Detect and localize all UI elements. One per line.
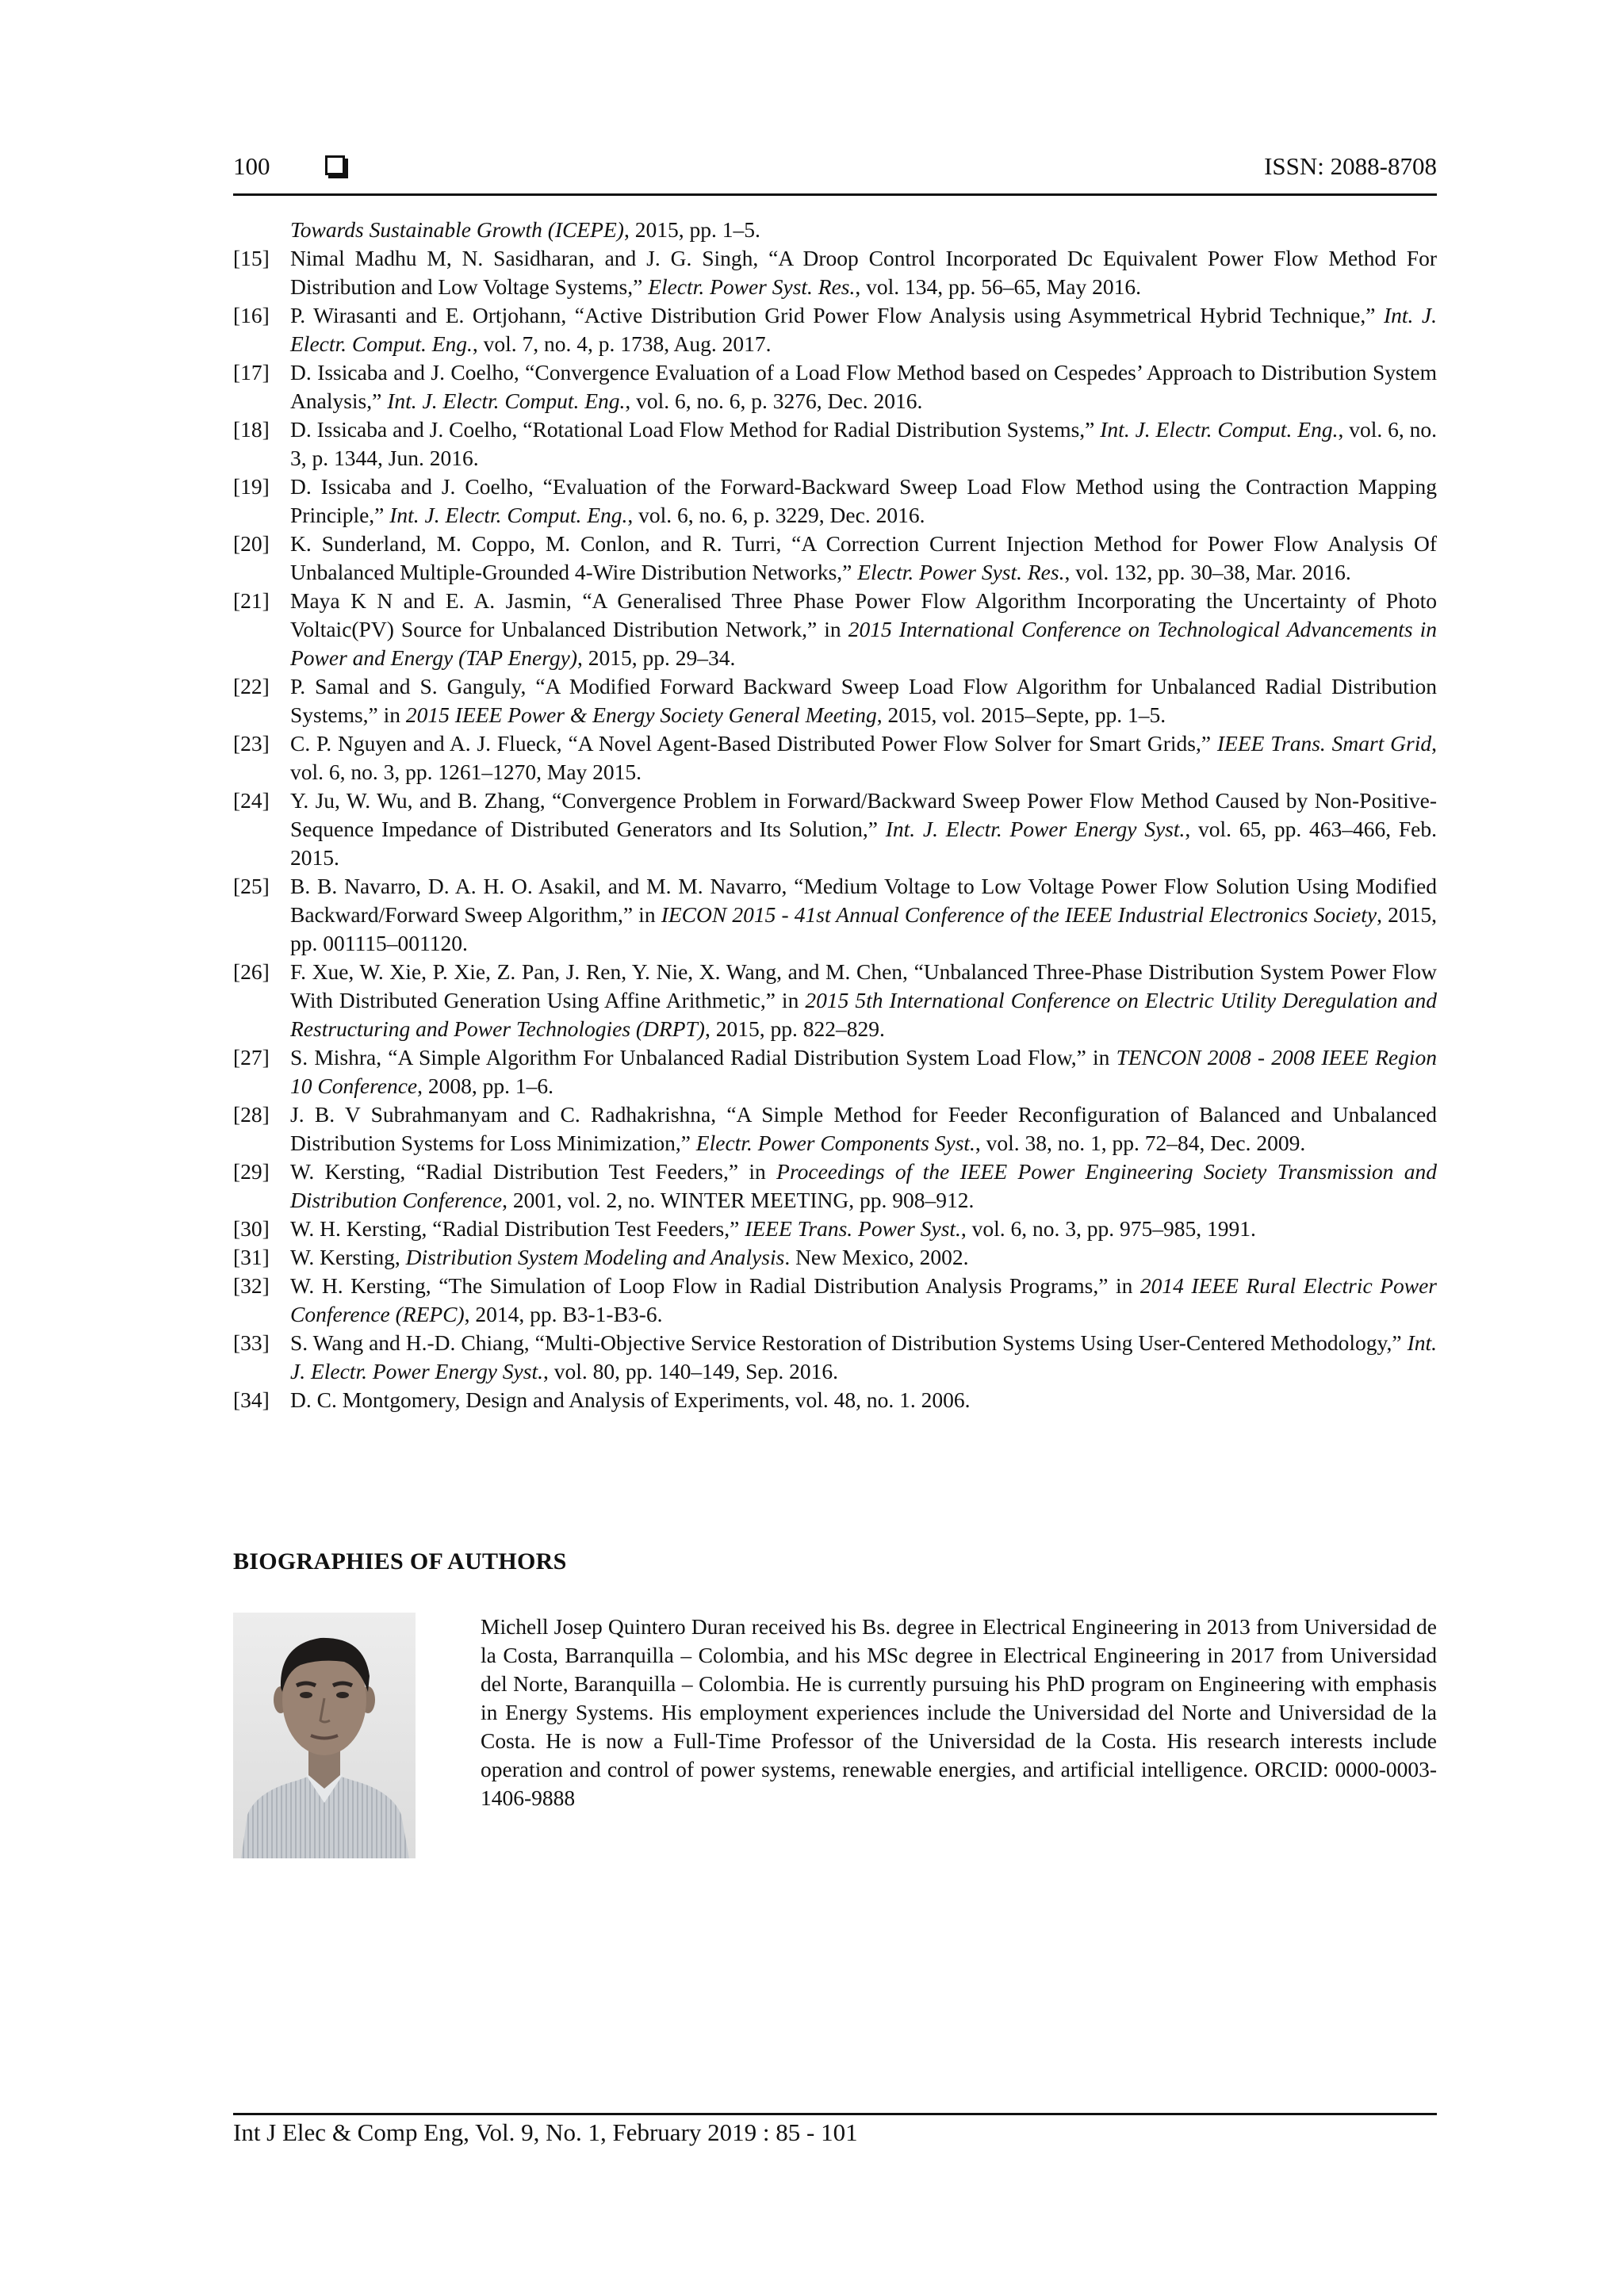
reference-number: [30]: [233, 1216, 270, 1241]
reference-item: [233, 1329, 1437, 1386]
reference-item: [233, 1158, 1437, 1215]
reference-text: K. Sunderland, M. Coppo, M. Conlon, and R. Turri, “A Correction Current Injection Method for Power Flow Analysis Of Unbalanced Multiple-Grounded 4-Wire Distribution Networks,” Electr. Power Syst. Res., vol. 132, pp. 30–38, Mar. 2016.: [290, 531, 1437, 584]
reference-number: [16]: [233, 303, 270, 327]
reference-item: [233, 473, 1437, 530]
references-list: [233, 216, 1437, 1414]
reference-number: [18]: [233, 417, 270, 442]
reference-item: [233, 244, 1437, 301]
reference-text: D. C. Montgomery, Design and Analysis of Experiments, vol. 48, no. 1. 2006.: [290, 1387, 971, 1412]
reference-text: B. B. Navarro, D. A. H. O. Asakil, and M. M. Navarro, “Medium Voltage to Low Voltage Power Flow Solution Using Modified Backward/Forward Sweep Algorithm,” in IECON 2015 - 41st Annual Conference of the IEEE Industrial Electronics Society, 2015, pp. 001115–001120.: [290, 874, 1438, 955]
issn: ISSN: 2088-8708: [1264, 152, 1437, 180]
author-photo: [233, 1613, 416, 1858]
page-number: 100: [233, 152, 270, 180]
reference-item: [233, 530, 1437, 587]
reference-text: S. Wang and H.-D. Chiang, “Multi-Objective Service Restoration of Distribution Systems Using User-Centered Methodology,” Int. J. Electr. Power Energy Syst., vol. 80, pp. 140–149, Sep. 2016.: [290, 1330, 1437, 1383]
reference-text: W. H. Kersting, “Radial Distribution Test Feeders,” IEEE Trans. Power Syst., vol. 6, no. 3, pp. 975–985, 1991.: [290, 1216, 1256, 1241]
reference-number: [28]: [233, 1102, 270, 1127]
reference-number: [20]: [233, 531, 270, 556]
reference-text: Towards Sustainable Growth (ICEPE), 2015, pp. 1–5.: [290, 217, 760, 242]
reference-text: D. Issicaba and J. Coelho, “Evaluation of the Forward-Backward Sweep Load Flow Method using the Contraction Mapping Principle,” Int. J. Electr. Comput. Eng., vol. 6, no. 6, p. 3229, Dec. 2016.: [290, 474, 1437, 527]
reference-item: [233, 216, 1437, 244]
reference-item: [233, 1386, 1437, 1414]
reference-text: W. H. Kersting, “The Simulation of Loop Flow in Radial Distribution Analysis Programs,” in 2014 IEEE Rural Electric Power Conference (REPC), 2014, pp. B3-1-B3-6.: [290, 1273, 1437, 1326]
reference-number: [31]: [233, 1245, 270, 1269]
reference-text: D. Issicaba and J. Coelho, “Rotational Load Flow Method for Radial Distribution Systems,” Int. J. Electr. Comput. Eng., vol. 6, no. 3, p. 1344, Jun. 2016.: [290, 417, 1438, 470]
reference-item: [233, 872, 1437, 958]
reference-number: [17]: [233, 360, 270, 385]
reference-number: [19]: [233, 474, 270, 499]
reference-item: [233, 587, 1437, 672]
page-header: [233, 152, 1437, 192]
reference-text: C. P. Nguyen and A. J. Flueck, “A Novel Agent-Based Distributed Power Flow Solver for Smart Grids,” IEEE Trans. Smart Grid, vol. 6, no. 3, pp. 1261–1270, May 2015.: [290, 731, 1437, 784]
reference-number: [22]: [233, 674, 270, 698]
reference-number: [25]: [233, 874, 270, 898]
reference-item: [233, 672, 1437, 729]
reference-text: Y. Ju, W. Wu, and B. Zhang, “Convergence Problem in Forward/Backward Sweep Power Flow Method Caused by Non-Positive-Sequence Impedance of Distributed Generators and Its Solution,” Int. J. Electr. Power Energy Syst., vol. 65, pp. 463–466, Feb. 2015.: [290, 788, 1437, 870]
reference-item: [233, 1272, 1437, 1329]
reference-number: [33]: [233, 1330, 270, 1355]
square-bullet-icon: [325, 155, 345, 175]
reference-number: [24]: [233, 788, 270, 813]
reference-number: [29]: [233, 1159, 270, 1184]
biographies-heading: BIOGRAPHIES OF AUTHORS: [233, 1548, 567, 1575]
header-divider: [233, 193, 1437, 196]
reference-item: [233, 1043, 1437, 1100]
reference-number: [34]: [233, 1387, 270, 1412]
reference-text: P. Samal and S. Ganguly, “A Modified Forward Backward Sweep Load Flow Algorithm for Unbalanced Radial Distribution Systems,” in 2015 IEEE Power & Energy Society General Meeting, 2015, vol. 2015–Septe, pp. 1–5.: [290, 674, 1437, 727]
reference-item: [233, 786, 1437, 872]
reference-text: W. Kersting, Distribution System Modeling and Analysis. New Mexico, 2002.: [290, 1245, 969, 1269]
reference-item: [233, 958, 1437, 1043]
reference-number: [15]: [233, 246, 270, 270]
reference-text: Nimal Madhu M, N. Sasidharan, and J. G. Singh, “A Droop Control Incorporated Dc Equivalent Power Flow Method For Distribution and Low Voltage Systems,” Electr. Power Syst. Res., vol. 134, pp. 56–65, May 2016.: [290, 246, 1437, 299]
reference-item: [233, 301, 1437, 358]
reference-number: [23]: [233, 731, 270, 756]
reference-item: [233, 729, 1437, 786]
reference-number: [21]: [233, 588, 270, 613]
reference-item: [233, 1215, 1437, 1243]
footer-divider: [233, 2113, 1437, 2115]
reference-item: [233, 1243, 1437, 1272]
reference-number: [27]: [233, 1045, 270, 1070]
reference-text: W. Kersting, “Radial Distribution Test Feeders,” in Proceedings of the IEEE Power Engineering Society Transmission and Distribution Conference, 2001, vol. 2, no. WINTER MEETING, pp. 908–912.: [290, 1159, 1437, 1212]
reference-number: [26]: [233, 959, 270, 984]
reference-text: D. Issicaba and J. Coelho, “Convergence Evaluation of a Load Flow Method based on Cespedes’ Approach to Distribution System Analysis,” Int. J. Electr. Comput. Eng., vol. 6, no. 6, p. 3276, Dec. 2016.: [290, 360, 1437, 413]
reference-text: Maya K N and E. A. Jasmin, “A Generalised Three Phase Power Flow Algorithm Incorporating the Uncertainty of Photo Voltaic(PV) Source for Unbalanced Distribution Network,” in 2015 International Conference on Technological Advancements in Power and Energy (TAP Energy), 2015, pp. 29–34.: [290, 588, 1438, 670]
reference-item: [233, 415, 1437, 473]
reference-text: J. B. V Subrahmanyam and C. Radhakrishna, “A Simple Method for Feeder Reconfiguration of Balanced and Unbalanced Distribution Systems for Loss Minimization,” Electr. Power Components Syst., vol. 38, no. 1, pp. 72–84, Dec. 2009.: [290, 1102, 1437, 1155]
author-biography: Michell Josep Quintero Duran received his Bs. degree in Electrical Engineering in 2013 from Universidad de la Costa, Barranquilla – Colombia, and his MSc degree in Electrical Engineering in 2017 from Universidad del Norte, Baranquilla – Colombia. He is currently pursuing his PhD program on Engineering with emphasis in Energy Systems. His employment experiences include the Universidad del Norte and Universidad de la Costa. He is now a Full-Time Professor of the Universidad de la Costa. His research interests include operation and control of power systems, renewable energies, and artificial intelligence. ORCID: 0000-0003-1406-9888: [481, 1614, 1437, 1810]
footer-citation: Int J Elec & Comp Eng, Vol. 9, No. 1, February 2019 : 85 - 101: [233, 2118, 858, 2146]
reference-text: S. Mishra, “A Simple Algorithm For Unbalanced Radial Distribution System Load Flow,” in TENCON 2008 - 2008 IEEE Region 10 Conference, 2008, pp. 1–6.: [290, 1045, 1437, 1098]
reference-number: [32]: [233, 1273, 270, 1298]
reference-item: [233, 358, 1437, 415]
reference-item: [233, 1100, 1437, 1158]
reference-text: F. Xue, W. Xie, P. Xie, Z. Pan, J. Ren, Y. Nie, X. Wang, and M. Chen, “Unbalanced Three-Phase Distribution System Power Flow With Distributed Generation Using Affine Arithmetic,” in 2015 5th International Conference on Electric Utility Deregulation and Restructuring and Power Technologies (DRPT), 2015, pp. 822–829.: [290, 959, 1437, 1041]
author-portrait-image: [233, 1613, 416, 1858]
reference-text: P. Wirasanti and E. Ortjohann, “Active Distribution Grid Power Flow Analysis using Asymmetrical Hybrid Technique,” Int. J. Electr. Comput. Eng., vol. 7, no. 4, p. 1738, Aug. 2017.: [290, 303, 1437, 356]
